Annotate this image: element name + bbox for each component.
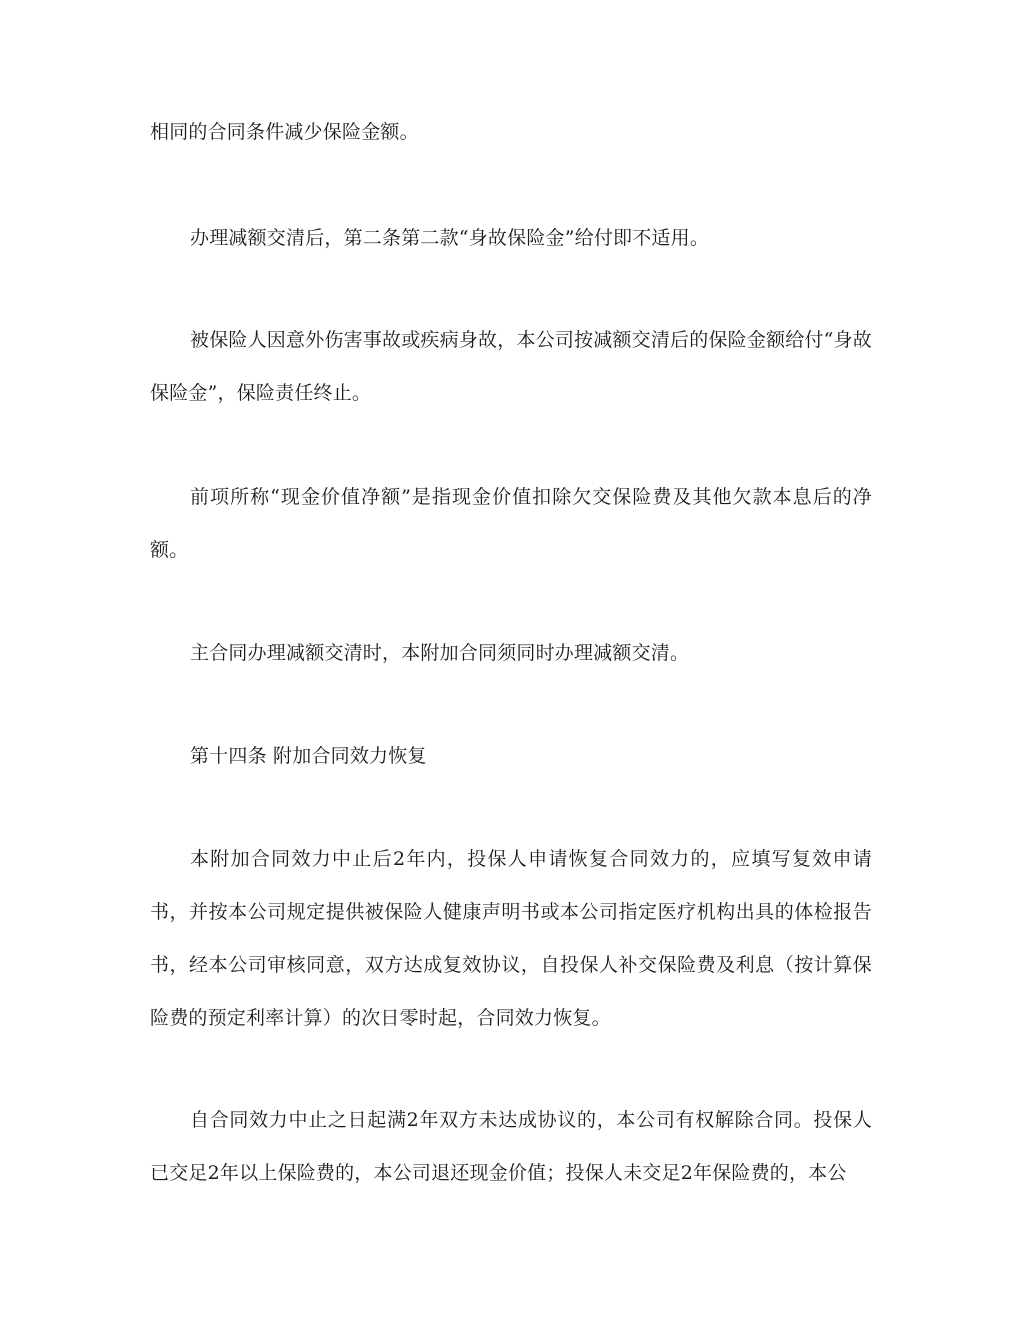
paragraph-reinstatement: 本附加合同效力中止后2年内，投保人申请恢复合同效力的，应填写复效申请书，并按本公司规定提供被保险人健康声明书或本公司指定医疗机构出具的体检报告书，经本公司审核同意，双方达成复效协议，自投保人补交保险费及利息（按计算保险费的预定利率计算）的次日零时起，合同效力恢复。	[150, 848, 872, 1029]
section-heading-article-14: 第十四条 附加合同效力恢复	[190, 745, 427, 767]
paragraph-reduced-paid-up: 办理减额交清后，第二条第二款“身故保险金”给付即不适用。	[190, 227, 710, 249]
paragraph-continuation: 相同的合同条件减少保险金额。	[150, 121, 419, 143]
paragraph-termination: 自合同效力中止之日起满2年双方未达成协议的，本公司有权解除合同。投保人已交足2年以上保险费的，本公司退还现金价值；投保人未交足2年保险费的，本公	[150, 1109, 872, 1184]
paragraph-cash-value-definition: 前项所称“现金价值净额”是指现金价值扣除欠交保险费及其他欠款本息后的净额。	[150, 486, 872, 561]
paragraph-main-contract: 主合同办理减额交清时，本附加合同须同时办理减额交清。	[190, 642, 690, 664]
paragraph-death-benefit: 被保险人因意外伤害事故或疾病身故，本公司按减额交清后的保险金额给付“身故保险金”，保险责任终止。	[150, 329, 872, 404]
